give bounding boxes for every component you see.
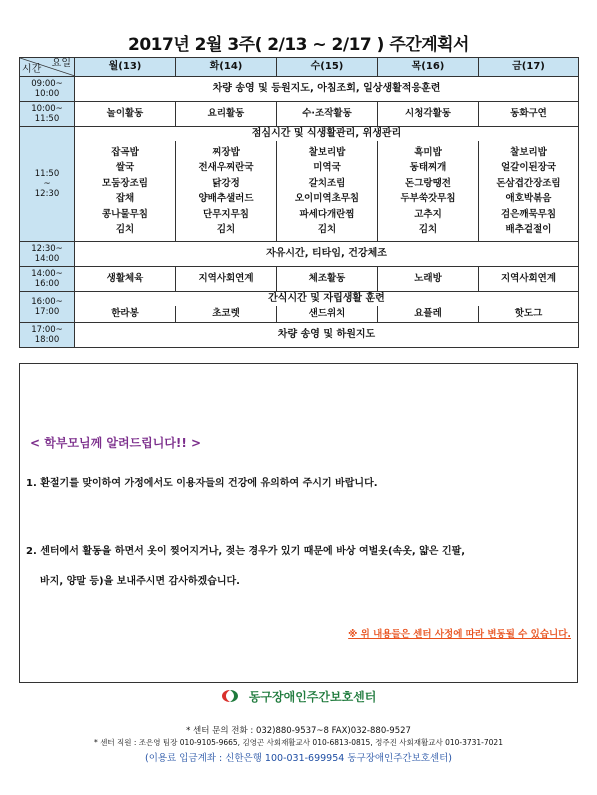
menu-item: 찰보리밥 — [510, 146, 547, 158]
lunch-menu-wed — [277, 141, 378, 242]
day-header-tue: 화(14) — [176, 58, 277, 77]
menu-item: 찌장밥 — [212, 146, 240, 158]
table-row — [20, 323, 579, 348]
menu-item: 잡채 — [115, 193, 135, 204]
corner-day-label: 요일 — [51, 58, 71, 69]
menu-item: 애호박볶음 — [505, 193, 552, 204]
notice-item-2-continued: 바지, 양말 등)을 보내주시면 감사하겠습니다. — [40, 576, 240, 587]
day-header-fri: 금(17) — [479, 58, 579, 77]
menu-item: 두부쑥갓무침 — [400, 193, 456, 204]
page-title: 2017년 2월 3주( 2/13 ~ 2/17 ) 주간계획서 — [128, 35, 469, 55]
menu-item: 배추겉절이 — [505, 224, 552, 235]
menu-item: 모둠장조림 — [102, 177, 148, 189]
menu-item: 오이미역초무침 — [294, 193, 360, 204]
program-cell: 지역사회연계 — [479, 267, 579, 292]
menu-item: 검은깨묵무침 — [500, 208, 557, 220]
snack-heading: 간식시간 및 자립생활 훈련 — [75, 292, 579, 307]
menu-item: 김치 — [317, 224, 337, 235]
lunch-menu-thu — [378, 141, 479, 242]
lunch-menu-tue — [176, 141, 277, 242]
snack-cell: 샌드위치 — [277, 306, 378, 323]
program-cell: 수·조작활동 — [277, 102, 378, 127]
account-line: (이용료 입금계좌 : 신한은행 100-031-699954 동구장애인주간보호센터) — [145, 753, 452, 764]
program-cell: 생활체육 — [75, 267, 176, 292]
program-cell: 놀이활동 — [75, 102, 176, 127]
notice-item-2: 2. 센터에서 활동을 하면서 옷이 찢어지거나, 젖는 경우가 있기 때문에 바상 여벌옷(속옷, 얇은 긴팔, — [26, 546, 466, 557]
menu-item: 김치 — [115, 224, 135, 235]
time-cell: 10:00~ 11:50 — [20, 102, 75, 127]
menu-item: 돈삼겹간장조림 — [496, 177, 561, 189]
free-time-activity: 자유시간, 티타임, 건강체조 — [75, 242, 579, 267]
table-row — [20, 306, 579, 323]
menu-item: 잡곡밥 — [111, 146, 139, 158]
time-cell: 09:00~ 10:00 — [20, 77, 75, 102]
departure-activity: 차량 송영 및 하원지도 — [75, 323, 579, 348]
menu-item: 양배추샐러드 — [198, 193, 254, 204]
program-cell: 체조활동 — [277, 267, 378, 292]
notice-warning: ※ 위 내용들은 센터 사정에 따라 변동될 수 있습니다. — [348, 629, 571, 640]
table-row — [20, 102, 579, 127]
menu-item: 단무지무침 — [203, 208, 249, 220]
menu-item: 갈치조림 — [308, 177, 346, 189]
snack-cell: 한라봉 — [75, 306, 176, 323]
notice-item-1: 1. 환절기를 맞이하여 가정에서도 이용자들의 건강에 유의하여 주시기 바랍니다. — [26, 478, 378, 489]
menu-item: 김치 — [216, 224, 236, 235]
program-cell: 동화구연 — [479, 102, 579, 127]
menu-item: 찰보리밥 — [308, 146, 346, 158]
morning-activity: 차량 송영 및 등원지도, 아침조회, 일상생활적응훈련 — [75, 77, 579, 102]
time-cell: 11:50 ~ 12:30 — [20, 127, 75, 242]
parent-notice-box — [19, 363, 578, 683]
time-cell: 16:00~ 17:00 — [20, 292, 75, 323]
weekly-plan-table — [19, 57, 579, 348]
table-row — [20, 141, 579, 242]
center-name: 동구장애인주간보호센터 — [248, 690, 377, 704]
time-cell: 17:00~ 18:00 — [20, 323, 75, 348]
time-cell: 12:30~ 14:00 — [20, 242, 75, 267]
lunch-heading: 점심시간 및 식생활관리, 위생관리 — [75, 127, 579, 142]
menu-item: 닭강정 — [212, 177, 240, 189]
menu-item: 돈그랑땡전 — [405, 177, 451, 189]
table-row — [20, 77, 579, 102]
menu-item: 얼갈이된장국 — [500, 162, 557, 173]
menu-item: 동태찌개 — [409, 162, 447, 173]
corner-cell — [20, 58, 75, 77]
table-row — [20, 292, 579, 307]
menu-item: 전새우찌란국 — [198, 162, 254, 173]
center-logo-line — [0, 688, 597, 706]
menu-item: 콩나물무침 — [102, 208, 148, 220]
program-cell: 지역사회연계 — [176, 267, 277, 292]
program-cell: 요리활동 — [176, 102, 277, 127]
contact-line: * 센터 문의 전화 : 032)880-9537~8 FAX)032-880-9527 — [186, 726, 411, 736]
time-cell: 14:00~ 16:00 — [20, 267, 75, 292]
menu-item: 쌀국 — [115, 162, 135, 173]
table-row — [20, 127, 579, 142]
staff-line: * 센터 직원 : 조은영 팀장 010-9105-9665, 김영곤 사회재활교사 010-6813-0815, 정주진 사회재활교사 010-3731-7021 — [94, 738, 503, 747]
menu-item: 고추지 — [414, 208, 442, 220]
snack-cell: 핫도그 — [479, 306, 579, 323]
table-row — [20, 242, 579, 267]
lunch-menu-mon — [75, 141, 176, 242]
menu-item: 흑미밥 — [414, 146, 442, 158]
program-cell: 시청각활동 — [378, 102, 479, 127]
menu-item: 파세다개란찜 — [299, 208, 355, 220]
day-header-thu: 목(16) — [378, 58, 479, 77]
notice-heading: < 학부모님께 알려드립니다!! > — [30, 436, 202, 450]
lunch-menu-fri — [479, 141, 579, 242]
corner-time-label: 시간 — [22, 64, 42, 75]
program-cell: 노래방 — [378, 267, 479, 292]
menu-item: 미역국 — [313, 162, 341, 173]
menu-item: 김치 — [418, 224, 438, 235]
snack-cell: 요플레 — [378, 306, 479, 323]
table-header-row — [20, 58, 579, 77]
center-logo-icon — [221, 689, 239, 706]
day-header-wed: 수(15) — [277, 58, 378, 77]
day-header-mon: 월(13) — [75, 58, 176, 77]
snack-cell: 초코렛 — [176, 306, 277, 323]
table-row — [20, 267, 579, 292]
